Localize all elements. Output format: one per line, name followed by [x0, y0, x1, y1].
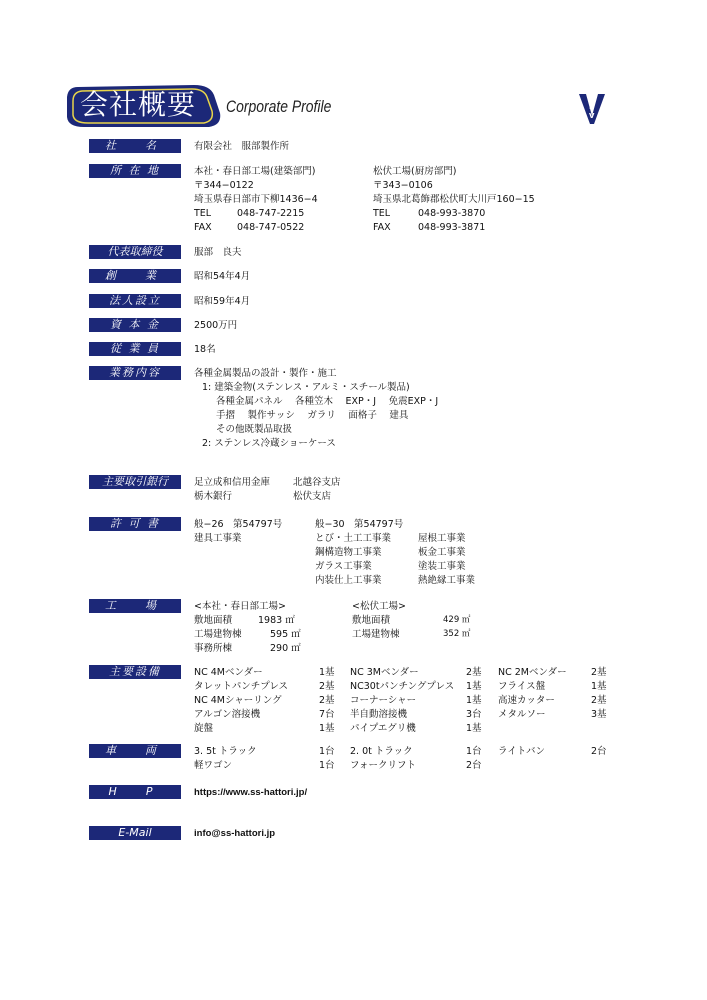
license-number-left: 般−26 第54797号: [194, 519, 283, 530]
label-factory: 工 場: [89, 599, 181, 613]
equipment-name: パイプエグリ機: [350, 723, 416, 734]
license-item: とび・土工工事業: [315, 533, 392, 544]
logo-letter-h: H: [589, 94, 595, 102]
matsubushi-name: 松伏工場(厨房部門): [373, 166, 457, 177]
equipment-qty: 1基: [466, 723, 482, 734]
matsubushi-tel: 048-993-3870: [418, 208, 486, 219]
factory-row-name: 敷地面積: [194, 615, 233, 626]
business-line: 2: ステンレス冷蔵ショーケース: [202, 438, 336, 449]
license-item: 鋼構造物工事業: [315, 547, 382, 558]
vehicle-name: 軽ワゴン: [194, 760, 233, 771]
factory-row-name: 工場建物棟: [352, 629, 400, 640]
equipment-name: コーナーシャー: [350, 695, 417, 706]
vehicle-name: フォークリフト: [350, 760, 417, 771]
vehicle-qty: 1台: [319, 760, 335, 771]
equipment-name: NC 3Mベンダー: [350, 667, 419, 678]
factory-row-value: 429 ㎡: [443, 615, 471, 625]
business-line: 1: 建築金物(ステンレス・アルミ・スチール製品): [202, 382, 410, 393]
hq-tel-label: TEL: [194, 208, 212, 219]
bank-branch: 北越谷支店: [293, 477, 341, 488]
equipment-qty: 7台: [319, 709, 335, 720]
label-homepage: H P: [89, 785, 181, 799]
equipment-qty: 2基: [591, 667, 607, 678]
license-item: 内装仕上工事業: [315, 575, 382, 586]
equipment-qty: 2基: [591, 695, 607, 706]
equipment-qty: 1基: [466, 695, 482, 706]
equipment-name: フライス盤: [498, 681, 546, 692]
equipment-qty: 1基: [466, 681, 482, 692]
equipment-qty: 2基: [466, 667, 482, 678]
label-equipment: 主要設備: [89, 665, 181, 679]
equipment-name: NC30tパンチングプレス: [350, 681, 455, 692]
factory-row-name: 事務所棟: [194, 643, 233, 654]
license-item: 熱絶縁工事業: [418, 575, 476, 586]
factory-row-value: 352 ㎡: [443, 629, 471, 639]
label-email: E-Mail: [89, 826, 181, 840]
matsubushi-fax-label: FAX: [373, 222, 391, 233]
equipment-name: 半自動溶接機: [350, 709, 408, 720]
vehicle-name: ライトバン: [498, 746, 546, 757]
representative-value: 服部 良夫: [194, 247, 242, 258]
matsubushi-tel-label: TEL: [373, 208, 391, 219]
label-licenses: 許 可 書: [89, 517, 181, 531]
equipment-name: アルゴン溶接機: [194, 709, 261, 720]
hq-fax-label: FAX: [194, 222, 212, 233]
equipment-qty: 1基: [319, 723, 335, 734]
factory-left-title: <本社・春日部工場>: [194, 601, 286, 612]
equipment-name: NC 4Mシャーリング: [194, 695, 282, 706]
business-line: 各種金属パネル 各種笠木 EXP・J 免震EXP・J: [216, 396, 439, 407]
hq-tel: 048-747-2215: [237, 208, 305, 219]
vehicle-name: 2. 0t トラック: [350, 746, 413, 757]
label-employees: 従 業 員: [89, 342, 181, 356]
label-representative: 代表取締役: [89, 245, 181, 259]
equipment-name: メタルソー: [498, 709, 546, 720]
incorporated-value: 昭和59年4月: [194, 296, 251, 307]
capital-value: 2500万円: [194, 320, 238, 331]
vehicle-name: 3. 5t トラック: [194, 746, 257, 757]
label-founded: 創 業: [89, 269, 181, 283]
hq-zip: 〒344−0122: [194, 180, 254, 191]
equipment-qty: 1基: [319, 667, 335, 678]
bank-name: 栃木銀行: [194, 491, 233, 502]
equipment-name: NC 2Mベンダー: [498, 667, 567, 678]
equipment-qty: 2基: [319, 695, 335, 706]
equipment-name: NC 4Mベンダー: [194, 667, 263, 678]
matsubushi-zip: 〒343−0106: [373, 180, 433, 191]
factory-row-name: 敷地面積: [352, 615, 391, 626]
vehicle-qty: 1台: [319, 746, 335, 757]
business-line: 各種金属製品の設計・製作・施工: [194, 368, 337, 379]
label-incorporated: 法人設立: [89, 294, 181, 308]
vehicle-qty: 1台: [466, 746, 482, 757]
employees-value: 18名: [194, 344, 216, 355]
title-jp: 会社概要: [80, 88, 197, 121]
matsubushi-fax: 048-993-3871: [418, 222, 486, 233]
bank-name: 足立成和信用金庫: [194, 477, 271, 488]
license-item: 板金工事業: [418, 547, 466, 558]
founded-value: 昭和54年4月: [194, 271, 251, 282]
license-number-right: 般−30 第54797号: [315, 519, 404, 530]
license-item: 塗装工事業: [418, 561, 466, 572]
vehicle-qty: 2台: [466, 760, 482, 771]
business-line: その他既製品取扱: [216, 424, 293, 435]
logo-letter-v: V: [589, 112, 595, 120]
equipment-qty: 1基: [591, 681, 607, 692]
label-business: 業務内容: [89, 366, 181, 380]
label-vehicles: 車 両: [89, 744, 181, 758]
company-name-value: 有限会社 服部製作所: [194, 141, 290, 152]
vehicle-qty: 2台: [591, 746, 607, 757]
factory-row-name: 工場建物棟: [194, 629, 242, 640]
matsubushi-address: 埼玉県北葛飾郡松伏町大川戸160−15: [373, 194, 535, 205]
logo-letter-s: S: [589, 103, 595, 111]
factory-row-value: 290 ㎡: [270, 643, 301, 654]
bank-branch: 松伏支店: [293, 491, 332, 502]
equipment-qty: 3台: [466, 709, 482, 720]
factory-row-value: 1983 ㎡: [258, 615, 295, 626]
equipment-qty: 3基: [591, 709, 607, 720]
license-item: 屋根工事業: [418, 533, 466, 544]
factory-right-title: <松伏工場>: [352, 601, 406, 612]
factory-row-value: 595 ㎡: [270, 629, 301, 640]
hq-name: 本社・春日部工場(建築部門): [194, 166, 316, 177]
license-item: ガラス工事業: [315, 561, 372, 572]
hq-address: 埼玉県春日部市下柳1436−4: [194, 194, 318, 205]
equipment-name: 旋盤: [194, 723, 214, 734]
hq-fax: 048-747-0522: [237, 222, 305, 233]
label-banks: 主要取引銀行: [89, 475, 181, 489]
business-line: 手摺 製作サッシ ガラリ 面格子 建具: [216, 410, 409, 421]
email-link[interactable]: info@ss-hattori.jp: [194, 828, 276, 839]
label-company-name: 社 名: [89, 139, 181, 153]
equipment-qty: 2基: [319, 681, 335, 692]
equipment-name: 高速カッター: [498, 695, 555, 706]
license-item: 建具工事業: [194, 533, 242, 544]
label-capital: 資 本 金: [89, 318, 181, 332]
title-en: Corporate Profile: [226, 97, 332, 116]
equipment-name: タレットパンチプレス: [194, 681, 289, 692]
homepage-link[interactable]: https://www.ss-hattori.jp/: [194, 787, 308, 798]
label-address: 所 在 地: [89, 164, 181, 178]
